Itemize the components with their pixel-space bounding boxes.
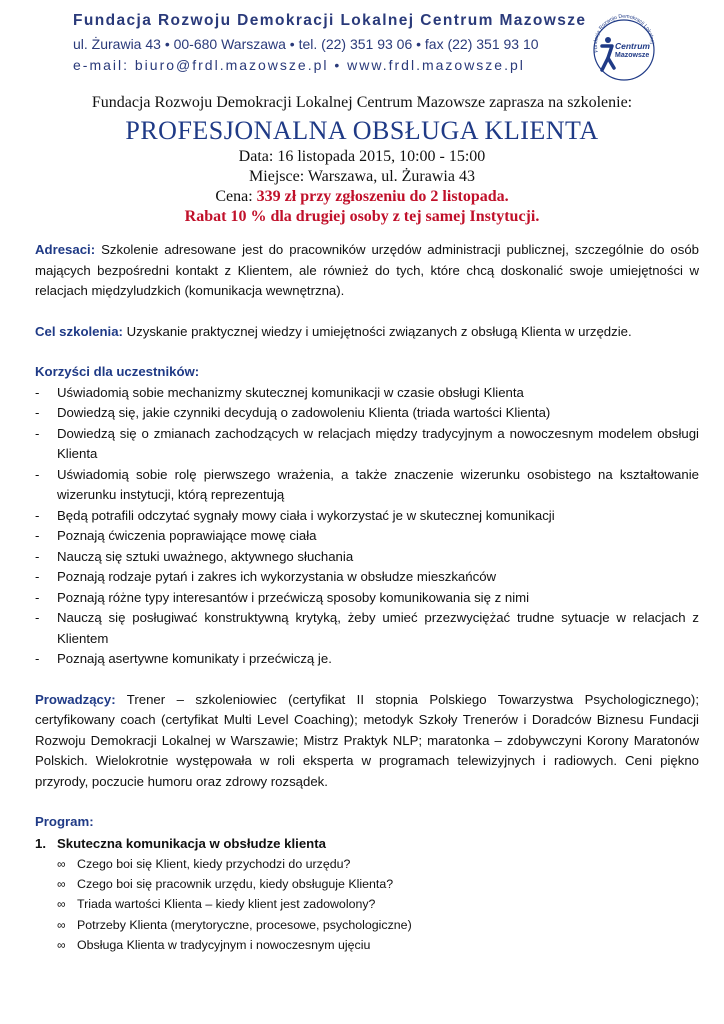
cel-text: Uzyskanie praktycznej wiedzy i umiejętności związanych z obsługą Klienta w urzędzie.: [122, 323, 632, 339]
infinity-bullet-icon: ∞: [57, 917, 66, 932]
subitem-text: Triada wartości Klienta – kiedy klient jest zadowolony?: [77, 897, 376, 912]
prowadzacy-label: Prowadzący:: [35, 691, 116, 707]
list-item: - Dowiedzą się, jakie czynniki decydują o zadowoleniu Klienta (triada wartości Klienta): [35, 403, 699, 424]
training-price: [0, 188, 724, 206]
program-subitems: [35, 854, 699, 955]
list-item: - Uświadomią sobie rolę pierwszego wrażenia, a także znaczenie wizerunku osobistego na kształtowanie wizerunku instytucji, którą reprezentują: [35, 465, 699, 506]
korzysci-section: [35, 362, 699, 670]
letterhead: [73, 12, 587, 73]
list-item: - Będą potrafili odczytać sygnały mowy ciała i wykorzystać je w skutecznej komunikacji: [35, 506, 699, 527]
list-item: [57, 854, 699, 874]
invitation-line: Fundacja Rozwoju Demokracji Lokalnej Centrum Mazowsze zaprasza na szkolenie:: [91, 94, 633, 111]
training-place: Miejsce: Warszawa, ul. Żurawia 43: [249, 168, 475, 185]
subitem-text: Obsługa Klienta w tradycyjnym i nowoczesnym ujęciu: [77, 937, 371, 952]
subitem-text: Potrzeby Klienta (merytoryczne, procesowe, psychologiczne): [77, 917, 412, 932]
infinity-bullet-icon: ∞: [57, 857, 66, 871]
program-item-1: [35, 834, 699, 855]
org-address: ul. Żurawia 43 • 00-680 Warszawa • tel. (22) 351 93 06 • fax (22) 351 93 10: [73, 36, 539, 52]
program-item-number: 1.: [35, 835, 46, 851]
subitem-text: Czego boi się pracownik urzędu, kiedy obsługuje Klienta?: [77, 877, 394, 892]
infinity-bullet-icon: ∞: [57, 937, 66, 952]
logo-ring-text: Fundacja Rozwoju Demokracji Lokalnej: [592, 13, 655, 53]
korzysci-label: Korzyści dla uczestników:: [35, 364, 200, 379]
logo-text-centrum: Centrum: [615, 41, 650, 51]
adresaci-label: Adresaci:: [35, 242, 96, 257]
training-date: Data: 16 listopada 2015, 10:00 - 15:00: [238, 148, 486, 165]
price-value: 339 zł przy zgłoszeniu do 2 listopada.: [256, 188, 509, 205]
title-block: [0, 94, 724, 226]
infinity-bullet-icon: ∞: [57, 897, 66, 912]
program-section: [35, 812, 699, 955]
list-item: [57, 935, 699, 955]
list-item: - Uświadomią sobie mechanizmy skutecznej komunikacji w czasie obsługi Klienta: [35, 383, 699, 404]
foundation-logo-icon: [588, 12, 660, 84]
cel-section: [35, 322, 699, 343]
list-item: - Dowiedzą się o zmianach zachodzących w relacjach między tradycyjnym a nowoczesnym modelem obsługi Klienta: [35, 424, 699, 465]
program-label: Program:: [35, 814, 94, 829]
list-item: [57, 894, 699, 914]
adresaci-text: Szkolenie adresowane jest do pracowników urzędów administracji publicznej, szczególnie do osób mających bezpośredni kontakt z Klientem, ale również do tych, które chcą doskonalić swoje umiejętności w relacjach międzyludzkich (komunikacja wewnętrzna).: [35, 242, 699, 298]
org-name: Fundacja Rozwoju Demokracji Lokalnej Centrum Mazowsze: [73, 12, 587, 29]
list-item: - Poznają rodzaje pytań i zakres ich wykorzystania w obsłudze mieszkańców: [35, 567, 699, 588]
discount-note: Rabat 10 % dla drugiej osoby z tej samej Instytucji.: [184, 208, 540, 225]
prowadzacy-section: [35, 690, 699, 793]
list-item: - Poznają ćwiczenia poprawiające mowę ciała: [35, 526, 699, 547]
org-contact: e-mail: biuro@frdl.mazowsze.pl • www.frdl.mazowsze.pl: [73, 57, 525, 73]
korzysci-list: [35, 383, 699, 670]
subitem-text: Czego boi się Klient, kiedy przychodzi do urzędu?: [77, 857, 351, 871]
training-title: PROFESJONALNA OBSŁUGA KLIENTA: [125, 116, 599, 145]
price-label: Cena:: [215, 188, 257, 205]
adresaci-section: [35, 240, 699, 302]
list-item: - Poznają różne typy interesantów i przećwiczą sposoby komunikowania się z nimi: [35, 588, 699, 609]
program-item-title: Skuteczna komunikacja w obsłudze klienta: [57, 835, 326, 851]
cel-label: Cel szkolenia:: [35, 323, 123, 339]
flyer-content: [35, 240, 699, 955]
list-item: [57, 915, 699, 935]
logo-text-mazowsze: Mazowsze: [615, 52, 650, 59]
infinity-bullet-icon: ∞: [57, 877, 66, 892]
list-item: - Poznają asertywne komunikaty i przećwiczą je.: [35, 649, 699, 670]
list-item: - Nauczą się posługiwać konstruktywną krytyką, żeby umieć przezwyciężać trudne sytuacje w relacjach z Klientem: [35, 608, 699, 649]
prowadzacy-text: Trener – szkoleniowiec (certyfikat II stopnia Polskiego Towarzystwa Psychologicznego); certyfikowany coach (certyfikat Multi Level Coaching); metodyk Szkoły Trenerów i Doradców Biznesu Fundacji Rozwoju Demokracji Lokalnej w Warszawie; Mistrz Praktyk NLP; maratonka – zdobywczyni Korony Maratonów Polskich. Wielokrotnie występowała w roli eksperta w programach telewizyjnych i radiowych. Ceni piękno przyrody, poczucie humoru oraz zdrowy rozsądek.: [35, 691, 699, 789]
list-item: - Nauczą się sztuki uważnego, aktywnego słuchania: [35, 547, 699, 568]
list-item: [57, 874, 699, 894]
